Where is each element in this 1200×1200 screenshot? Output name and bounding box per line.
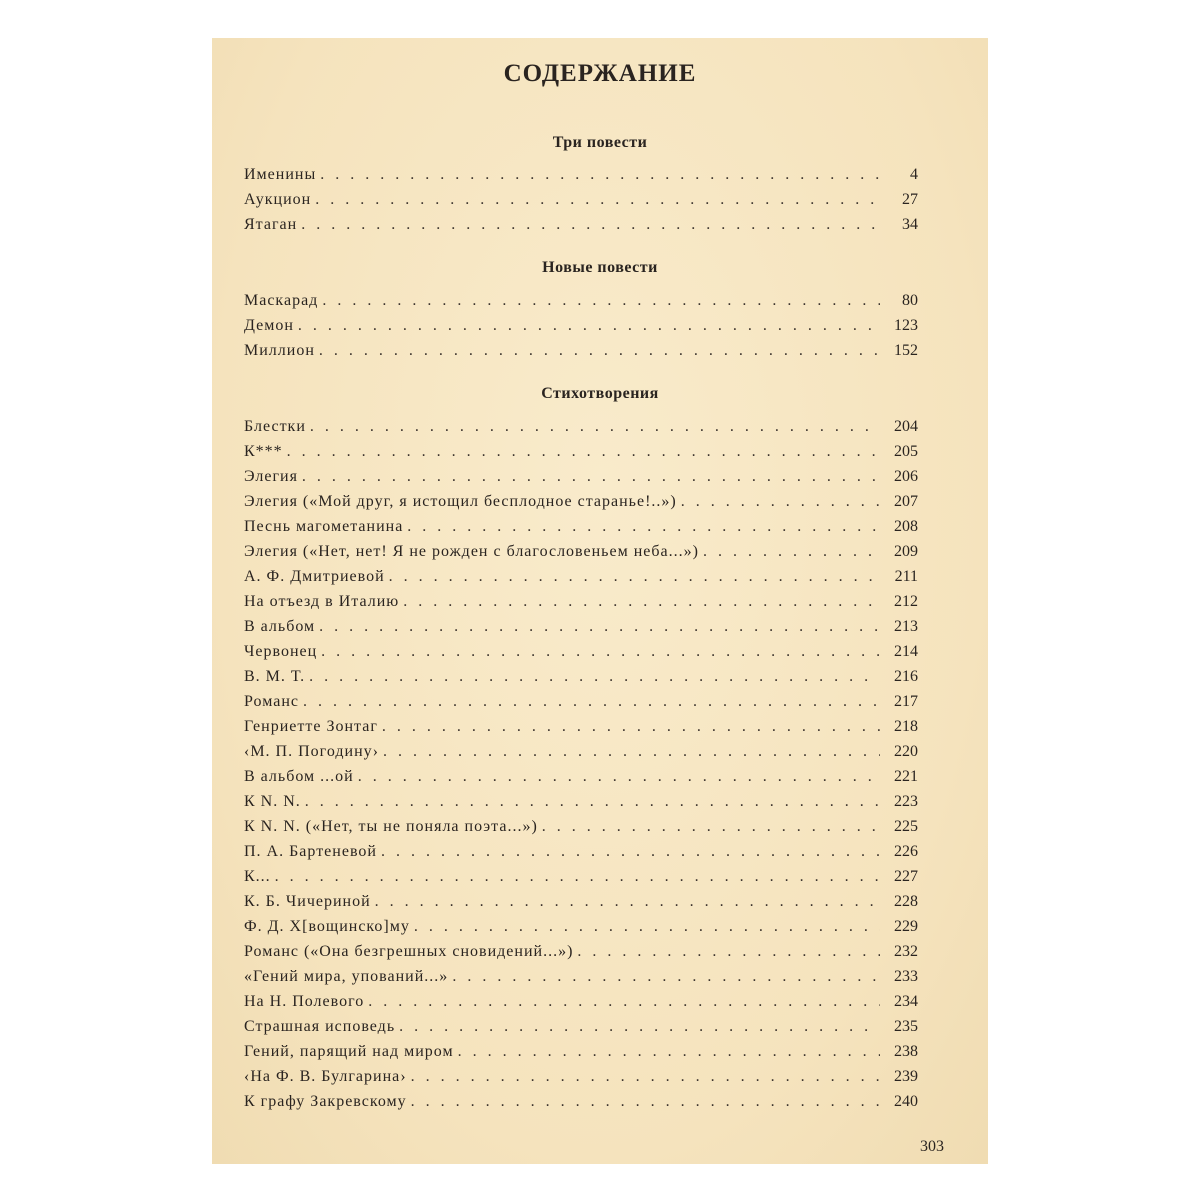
- toc-entry-page: 34: [902, 216, 918, 233]
- dot-leader: [403, 593, 880, 611]
- toc-entry-title: На отъезд в Италию: [244, 593, 400, 610]
- toc-entry-page: 221: [894, 768, 918, 785]
- toc-entry-title: Миллион: [244, 342, 315, 359]
- toc-entry-title: К N. N. («Нет, ты не поняла поэта...»): [244, 818, 538, 835]
- toc-entry-title: К***: [244, 443, 283, 460]
- toc-entry-page: 227: [894, 868, 918, 885]
- toc-entry-title: Аукцион: [244, 191, 312, 208]
- section-heading-poems: Стихотворения: [541, 385, 659, 402]
- toc-entry-title: А. Ф. Дмитриевой: [244, 568, 385, 585]
- toc-entry: [244, 743, 918, 767]
- toc-entry-title: К...: [244, 868, 271, 885]
- toc-entry-title: В. М. Т.: [244, 668, 306, 685]
- dot-leader: [302, 468, 880, 486]
- page-title: СОДЕРЖАНИЕ: [503, 60, 697, 87]
- dot-leader: [411, 1068, 880, 1086]
- toc-entry: [244, 818, 918, 842]
- toc-entry-page: 226: [894, 843, 918, 860]
- dot-leader: [358, 768, 880, 786]
- dot-leader: [542, 818, 880, 836]
- toc-entry: [244, 342, 918, 366]
- dot-leader: [301, 216, 880, 234]
- dot-leader: [407, 518, 880, 536]
- dot-leader: [681, 493, 880, 511]
- dot-leader: [381, 843, 880, 861]
- toc-entry-title: Ф. Д. Х[вощинско]му: [244, 918, 410, 935]
- toc-entry: [244, 443, 918, 467]
- toc-entry-page: 232: [894, 943, 918, 960]
- toc-entry-page: 205: [894, 443, 918, 460]
- toc-entry-title: Элегия («Мой друг, я истощил бесплодное старанье!..»): [244, 493, 677, 510]
- dot-leader: [322, 292, 880, 310]
- dot-leader: [452, 968, 880, 986]
- toc-entry-title: В альбом ...ой: [244, 768, 354, 785]
- dot-leader: [321, 643, 880, 661]
- toc-entry-page: 211: [894, 568, 918, 585]
- toc-entry-page: 214: [894, 643, 918, 660]
- toc-entry-page: 206: [894, 468, 918, 485]
- toc-entry-page: 27: [902, 191, 918, 208]
- dot-leader: [399, 1018, 880, 1036]
- toc-entry-page: 212: [894, 593, 918, 610]
- toc-entry-title: «Гений мира, упований...»: [244, 968, 449, 985]
- toc-entry: [244, 918, 918, 942]
- toc-entry-title: Страшная исповедь: [244, 1018, 396, 1035]
- toc-entry-title: Демон: [244, 317, 294, 334]
- toc-entry: [244, 543, 918, 567]
- toc-entry: [244, 843, 918, 867]
- toc-entry-page: 223: [894, 793, 918, 810]
- toc-entry-title: Червонец: [244, 643, 318, 660]
- dot-leader: [315, 191, 880, 209]
- dot-leader: [577, 943, 880, 961]
- dot-leader: [305, 793, 880, 811]
- dot-leader: [383, 743, 880, 761]
- toc-entry: [244, 216, 918, 240]
- page-number: 303: [920, 1138, 944, 1155]
- toc-entry-title: Ятаган: [244, 216, 298, 233]
- toc-entry: [244, 968, 918, 992]
- toc-entry-title: Генриетте Зонтаг: [244, 718, 378, 735]
- toc-entry-page: 208: [894, 518, 918, 535]
- toc-entry-title: П. А. Бартеневой: [244, 843, 377, 860]
- toc-entry-page: 80: [902, 292, 918, 309]
- toc-entry-page: 217: [894, 693, 918, 710]
- toc-entry-title: Элегия («Нет, нет! Я не рожден с благословеньем неба...»): [244, 543, 699, 560]
- toc-entry-page: 229: [894, 918, 918, 935]
- toc-entry-title: К. Б. Чичериной: [244, 893, 371, 910]
- toc-entry-page: 204: [894, 418, 918, 435]
- dot-leader: [320, 166, 880, 184]
- toc-entry: [244, 191, 918, 215]
- toc-entry: [244, 943, 918, 967]
- dot-leader: [319, 342, 880, 360]
- toc-entry-title: Маскарад: [244, 292, 319, 309]
- toc-entry: [244, 317, 918, 341]
- toc-entry: [244, 1093, 918, 1117]
- toc-entry-title: К графу Закревскому: [244, 1093, 407, 1110]
- dot-leader: [309, 668, 880, 686]
- toc-entry: [244, 893, 918, 917]
- toc-entry-page: 216: [894, 668, 918, 685]
- toc-entry: [244, 793, 918, 817]
- toc-entry-page: 209: [894, 543, 918, 560]
- toc-entry-page: 218: [894, 718, 918, 735]
- toc-entry-page: 238: [894, 1043, 918, 1060]
- section-heading-new-tales: Новые повести: [542, 259, 658, 276]
- toc-entry-page: 152: [894, 342, 918, 359]
- dot-leader: [287, 443, 880, 461]
- toc-entry-title: На Н. Полевого: [244, 993, 365, 1010]
- dot-leader: [703, 543, 880, 561]
- toc-entry-title: Романс («Она безгрешных сновидений...»): [244, 943, 574, 960]
- toc-entry-page: 228: [894, 893, 918, 910]
- dot-leader: [411, 1093, 880, 1111]
- dot-leader: [458, 1043, 880, 1061]
- toc-entry: [244, 418, 918, 442]
- toc-entry: [244, 518, 918, 542]
- toc-entry-page: 234: [894, 993, 918, 1010]
- toc-entry-page: 225: [894, 818, 918, 835]
- toc-entry-title: ‹На Ф. В. Булгарина›: [244, 1068, 407, 1085]
- toc-entry: [244, 693, 918, 717]
- toc-entry-title: Элегия: [244, 468, 298, 485]
- dot-leader: [275, 868, 880, 886]
- toc-entry: [244, 1018, 918, 1042]
- toc-entry: [244, 993, 918, 1017]
- toc-entry: [244, 468, 918, 492]
- toc-entry: [244, 493, 918, 517]
- toc-entry-page: 239: [894, 1068, 918, 1085]
- dot-leader: [303, 693, 880, 711]
- dot-leader: [368, 993, 880, 1011]
- toc-entry-title: В альбом: [244, 618, 316, 635]
- toc-entry: [244, 1068, 918, 1092]
- dot-leader: [375, 893, 880, 911]
- book-page: [212, 38, 988, 1164]
- toc-entry: [244, 166, 918, 190]
- toc-entry-page: 207: [894, 493, 918, 510]
- dot-leader: [310, 418, 880, 436]
- toc-entry-title: Именины: [244, 166, 317, 183]
- toc-entry-title: К N. N.: [244, 793, 301, 810]
- toc-entry-page: 4: [910, 166, 918, 183]
- dot-leader: [298, 317, 880, 335]
- dot-leader: [389, 568, 880, 586]
- toc-entry-page: 123: [894, 317, 918, 334]
- toc-entry: [244, 568, 918, 592]
- toc-entry: [244, 668, 918, 692]
- toc-entry: [244, 643, 918, 667]
- toc-entry-title: Песнь магометанина: [244, 518, 404, 535]
- toc-entry-title: Гений, парящий над миром: [244, 1043, 454, 1060]
- toc-entry-title: Блестки: [244, 418, 306, 435]
- toc-entry-page: 213: [894, 618, 918, 635]
- toc-entry: [244, 718, 918, 742]
- dot-leader: [414, 918, 880, 936]
- dot-leader: [382, 718, 880, 736]
- toc-entry: [244, 768, 918, 792]
- toc-entry: [244, 868, 918, 892]
- toc-entry-page: 240: [894, 1093, 918, 1110]
- toc-entry-page: 235: [894, 1018, 918, 1035]
- toc-entry-title: Романс: [244, 693, 299, 710]
- toc-entry-page: 220: [894, 743, 918, 760]
- toc-entry: [244, 1043, 918, 1067]
- dot-leader: [319, 618, 880, 636]
- toc-entry-title: ‹М. П. Погодину›: [244, 743, 379, 760]
- toc-entry-page: 233: [894, 968, 918, 985]
- toc-entry: [244, 618, 918, 642]
- toc-entry: [244, 593, 918, 617]
- toc-entry: [244, 292, 918, 316]
- section-heading-three-tales: Три повести: [552, 134, 648, 151]
